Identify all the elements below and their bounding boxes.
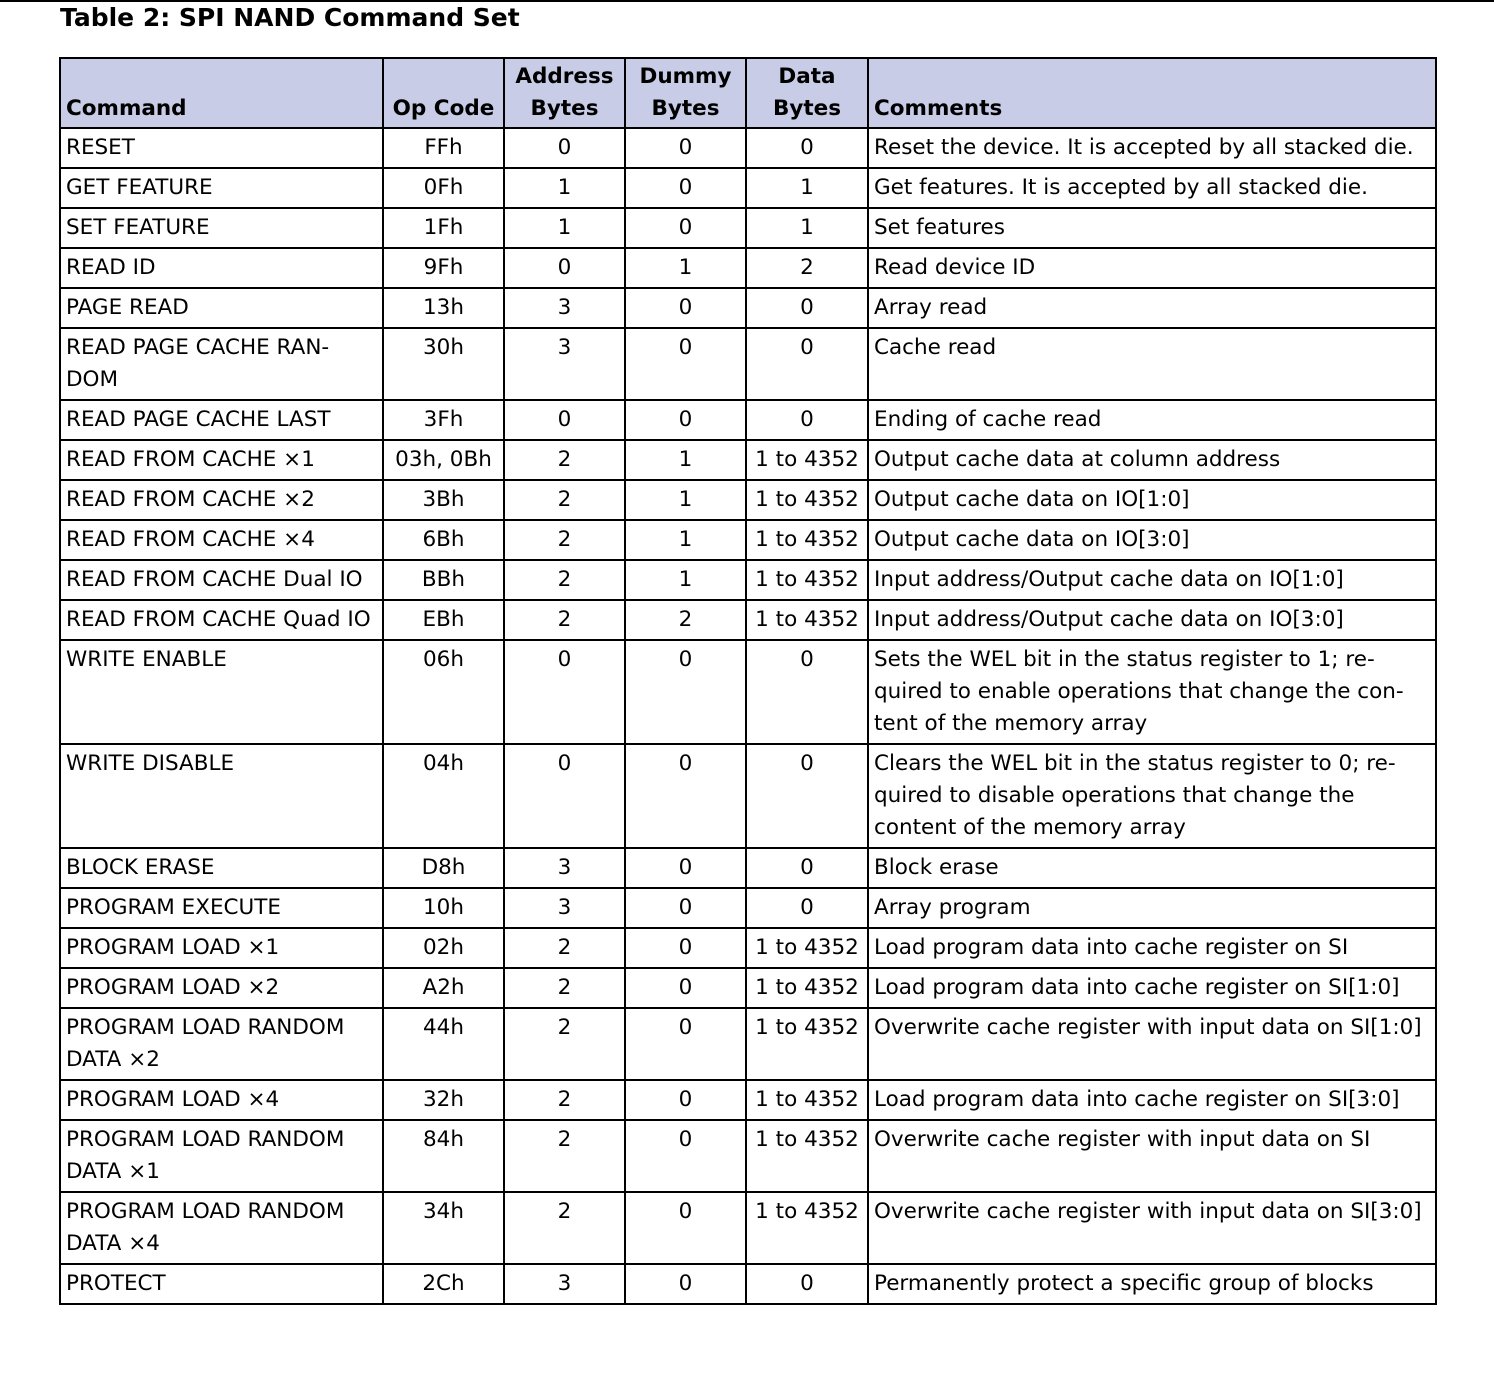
cell-op-code: 0Fh [383, 168, 504, 208]
cell-data-bytes: 1 to 4352 [746, 560, 868, 600]
cell-op-code: 9Fh [383, 248, 504, 288]
cell-command: PROGRAM LOAD ×4 [60, 1080, 383, 1120]
header-address-line-2: Bytes [530, 96, 599, 121]
table-row [60, 440, 1436, 480]
table-row [60, 248, 1436, 288]
cell-address-bytes: 0 [504, 400, 625, 440]
cell-data-bytes: 0 [746, 848, 868, 888]
cell-dummy-bytes: 0 [625, 1264, 746, 1304]
table-row [60, 168, 1436, 208]
cell-op-code: 3Bh [383, 480, 504, 520]
cell-command: READ PAGE CACHE LAST [60, 400, 383, 440]
cell-data-bytes: 1 to 4352 [746, 1120, 868, 1192]
cell-command: READ FROM CACHE ×1 [60, 440, 383, 480]
cell-data-bytes: 0 [746, 640, 868, 744]
cell-op-code: 10h [383, 888, 504, 928]
cell-address-bytes: 2 [504, 440, 625, 480]
cell-op-code: 3Fh [383, 400, 504, 440]
cell-op-code: 03h, 0Bh [383, 440, 504, 480]
cell-comments: Reset the device. It is accepted by all stacked die. [868, 128, 1436, 168]
cell-comments: Load program data into cache register on SI[1:0] [868, 968, 1436, 1008]
cell-dummy-bytes: 0 [625, 1120, 746, 1192]
header-data-bytes [746, 58, 868, 128]
header-dummy-bytes [625, 58, 746, 128]
cell-address-bytes: 3 [504, 1264, 625, 1304]
table-row [60, 744, 1436, 848]
cell-address-bytes: 3 [504, 888, 625, 928]
cell-command: PROGRAM LOAD RANDOM DATA ×2 [60, 1008, 383, 1080]
cell-data-bytes: 2 [746, 248, 868, 288]
cell-dummy-bytes: 0 [625, 208, 746, 248]
cell-comments: Clears the WEL bit in the status register to 0; re-quired to disable operations that change the content of the memory array [868, 744, 1436, 848]
cell-dummy-bytes: 0 [625, 328, 746, 400]
cell-comments: Output cache data on IO[1:0] [868, 480, 1436, 520]
cell-data-bytes: 1 to 4352 [746, 928, 868, 968]
table-body [60, 128, 1436, 1304]
table-row [60, 400, 1436, 440]
cell-data-bytes: 1 to 4352 [746, 968, 868, 1008]
cell-op-code: 30h [383, 328, 504, 400]
cell-command: PAGE READ [60, 288, 383, 328]
cell-comments: Cache read [868, 328, 1436, 400]
cell-address-bytes: 3 [504, 328, 625, 400]
table-row [60, 328, 1436, 400]
cell-command: PROGRAM LOAD ×2 [60, 968, 383, 1008]
cell-dummy-bytes: 2 [625, 600, 746, 640]
table-row [60, 480, 1436, 520]
cell-address-bytes: 2 [504, 560, 625, 600]
table-row [60, 1192, 1436, 1264]
table-row [60, 1264, 1436, 1304]
cell-op-code: 04h [383, 744, 504, 848]
cell-address-bytes: 0 [504, 640, 625, 744]
cell-data-bytes: 1 to 4352 [746, 1008, 868, 1080]
cell-address-bytes: 0 [504, 744, 625, 848]
table-row [60, 888, 1436, 928]
cell-data-bytes: 0 [746, 888, 868, 928]
cell-command: SET FEATURE [60, 208, 383, 248]
table-row [60, 208, 1436, 248]
cell-dummy-bytes: 1 [625, 440, 746, 480]
cell-comments: Block erase [868, 848, 1436, 888]
cell-dummy-bytes: 0 [625, 1192, 746, 1264]
cell-address-bytes: 0 [504, 128, 625, 168]
cell-command: WRITE DISABLE [60, 744, 383, 848]
cell-op-code: EBh [383, 600, 504, 640]
cell-data-bytes: 1 [746, 168, 868, 208]
cell-comments: Overwrite cache register with input data on SI[3:0] [868, 1192, 1436, 1264]
cell-command: WRITE ENABLE [60, 640, 383, 744]
cell-dummy-bytes: 0 [625, 400, 746, 440]
header-address-line-1: Address [515, 64, 614, 89]
cell-command: PROTECT [60, 1264, 383, 1304]
cell-data-bytes: 0 [746, 328, 868, 400]
cell-address-bytes: 2 [504, 480, 625, 520]
cell-comments: Ending of cache read [868, 400, 1436, 440]
cell-command: READ FROM CACHE ×2 [60, 480, 383, 520]
cell-dummy-bytes: 1 [625, 248, 746, 288]
header-address-bytes [504, 58, 625, 128]
cell-address-bytes: 1 [504, 208, 625, 248]
cell-command: BLOCK ERASE [60, 848, 383, 888]
cell-address-bytes: 1 [504, 168, 625, 208]
cell-dummy-bytes: 0 [625, 1008, 746, 1080]
cell-dummy-bytes: 0 [625, 928, 746, 968]
header-data-line-2: Bytes [772, 96, 842, 121]
header-op-code: Op Code [383, 58, 504, 128]
cell-comments: Get features. It is accepted by all stacked die. [868, 168, 1436, 208]
cell-data-bytes: 0 [746, 288, 868, 328]
table-row [60, 848, 1436, 888]
cell-data-bytes: 1 to 4352 [746, 600, 868, 640]
cell-command: READ FROM CACHE ×4 [60, 520, 383, 560]
cell-comments: Sets the WEL bit in the status register to 1; re-quired to enable operations that change the con-tent of the memory array [868, 640, 1436, 744]
cell-op-code: BBh [383, 560, 504, 600]
cell-data-bytes: 1 [746, 208, 868, 248]
cell-command: PROGRAM LOAD ×1 [60, 928, 383, 968]
cell-op-code: 1Fh [383, 208, 504, 248]
cell-command: READ FROM CACHE Dual IO [60, 560, 383, 600]
cell-comments: Output cache data on IO[3:0] [868, 520, 1436, 560]
cell-comments: Input address/Output cache data on IO[1:0] [868, 560, 1436, 600]
cell-dummy-bytes: 0 [625, 888, 746, 928]
cell-op-code: 02h [383, 928, 504, 968]
cell-comments: Array read [868, 288, 1436, 328]
cell-comments: Overwrite cache register with input data on SI[1:0] [868, 1008, 1436, 1080]
cell-command: READ FROM CACHE Quad IO [60, 600, 383, 640]
cell-address-bytes: 2 [504, 968, 625, 1008]
cell-op-code: 32h [383, 1080, 504, 1120]
table-row [60, 600, 1436, 640]
cell-data-bytes: 1 to 4352 [746, 440, 868, 480]
cell-comments: Output cache data at column address [868, 440, 1436, 480]
cell-op-code: 13h [383, 288, 504, 328]
cell-comments: Permanently protect a specific group of blocks [868, 1264, 1436, 1304]
cell-command: READ PAGE CACHE RAN-DOM [60, 328, 383, 400]
cell-data-bytes: 0 [746, 1264, 868, 1304]
cell-dummy-bytes: 0 [625, 744, 746, 848]
cell-op-code: 2Ch [383, 1264, 504, 1304]
cell-data-bytes: 1 to 4352 [746, 1192, 868, 1264]
cell-address-bytes: 3 [504, 848, 625, 888]
cell-command: PROGRAM EXECUTE [60, 888, 383, 928]
table-row [60, 968, 1436, 1008]
cell-data-bytes: 0 [746, 128, 868, 168]
cell-address-bytes: 2 [504, 520, 625, 560]
header-data-line-1: Data [778, 64, 836, 89]
cell-data-bytes: 0 [746, 744, 868, 848]
cell-op-code: D8h [383, 848, 504, 888]
table-row [60, 928, 1436, 968]
table-row [60, 520, 1436, 560]
cell-comments: Read device ID [868, 248, 1436, 288]
table-row [60, 560, 1436, 600]
cell-dummy-bytes: 1 [625, 520, 746, 560]
cell-dummy-bytes: 1 [625, 560, 746, 600]
cell-dummy-bytes: 0 [625, 848, 746, 888]
table-row [60, 1120, 1436, 1192]
cell-dummy-bytes: 1 [625, 480, 746, 520]
cell-command: READ ID [60, 248, 383, 288]
cell-address-bytes: 3 [504, 288, 625, 328]
cell-op-code: FFh [383, 128, 504, 168]
cell-comments: Overwrite cache register with input data on SI [868, 1120, 1436, 1192]
table-caption: Table 2: SPI NAND Command Set [60, 3, 520, 32]
cell-dummy-bytes: 0 [625, 968, 746, 1008]
cell-data-bytes: 1 to 4352 [746, 520, 868, 560]
cell-comments: Input address/Output cache data on IO[3:0] [868, 600, 1436, 640]
table-row [60, 1080, 1436, 1120]
command-set-table [59, 57, 1437, 1305]
cell-dummy-bytes: 0 [625, 288, 746, 328]
cell-address-bytes: 0 [504, 248, 625, 288]
cell-op-code: 06h [383, 640, 504, 744]
cell-comments: Load program data into cache register on SI[3:0] [868, 1080, 1436, 1120]
table-row [60, 640, 1436, 744]
table-row [60, 128, 1436, 168]
cell-address-bytes: 2 [504, 928, 625, 968]
cell-data-bytes: 1 to 4352 [746, 480, 868, 520]
cell-op-code: 6Bh [383, 520, 504, 560]
header-command: Command [60, 58, 383, 128]
cell-address-bytes: 2 [504, 1080, 625, 1120]
cell-address-bytes: 2 [504, 1008, 625, 1080]
cell-op-code: A2h [383, 968, 504, 1008]
cell-command: PROGRAM LOAD RANDOM DATA ×4 [60, 1192, 383, 1264]
cell-data-bytes: 0 [746, 400, 868, 440]
cell-op-code: 84h [383, 1120, 504, 1192]
cell-op-code: 44h [383, 1008, 504, 1080]
cell-address-bytes: 2 [504, 1192, 625, 1264]
cell-comments: Array program [868, 888, 1436, 928]
table-header-row [60, 58, 1436, 128]
cell-dummy-bytes: 0 [625, 128, 746, 168]
table-row [60, 1008, 1436, 1080]
header-dummy-line-2: Bytes [651, 96, 720, 121]
header-dummy-line-1: Dummy [639, 64, 732, 89]
cell-comments: Set features [868, 208, 1436, 248]
cell-command: GET FEATURE [60, 168, 383, 208]
cell-address-bytes: 2 [504, 1120, 625, 1192]
cell-address-bytes: 2 [504, 600, 625, 640]
cell-comments: Load program data into cache register on SI [868, 928, 1436, 968]
cell-command: RESET [60, 128, 383, 168]
cell-op-code: 34h [383, 1192, 504, 1264]
cell-command: PROGRAM LOAD RANDOM DATA ×1 [60, 1120, 383, 1192]
cell-dummy-bytes: 0 [625, 168, 746, 208]
cell-dummy-bytes: 0 [625, 640, 746, 744]
table-row [60, 288, 1436, 328]
cell-data-bytes: 1 to 4352 [746, 1080, 868, 1120]
header-comments: Comments [868, 58, 1436, 128]
cell-dummy-bytes: 0 [625, 1080, 746, 1120]
